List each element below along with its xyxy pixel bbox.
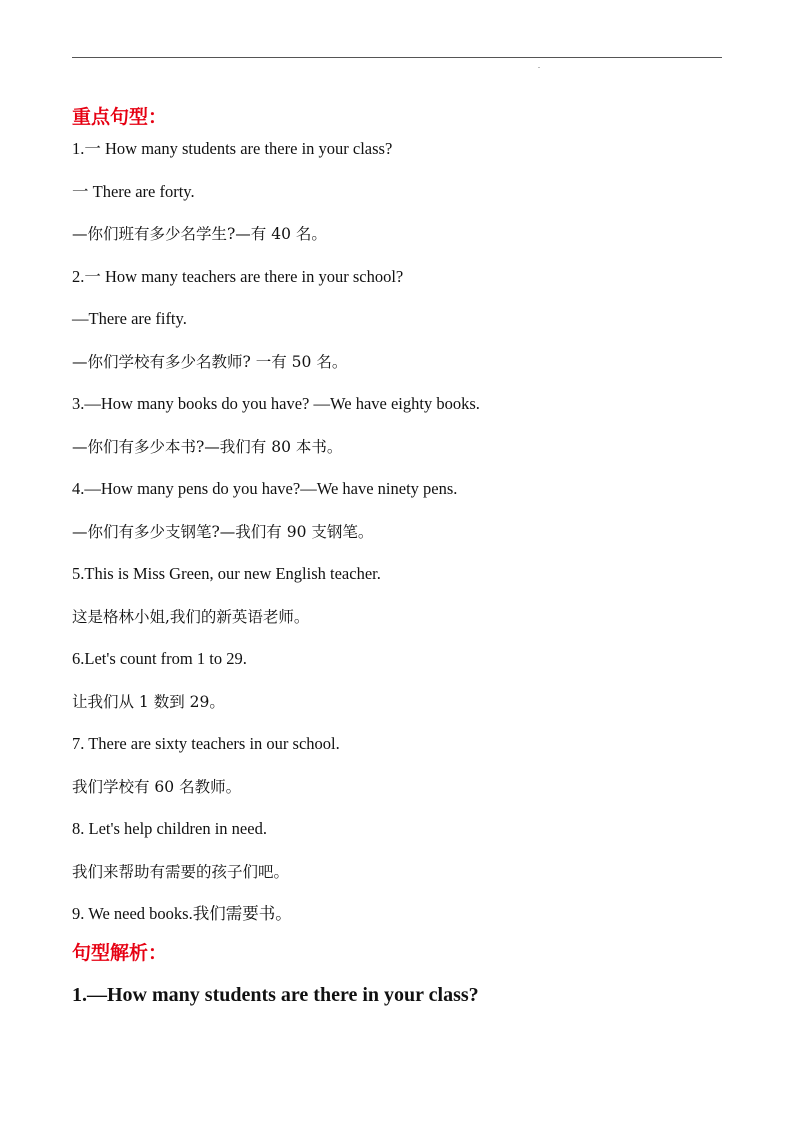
header-dot: [538, 67, 540, 68]
sentence-line: 5.This is Miss Green, our new English teacher.: [72, 564, 381, 583]
section-heading-key-sentences: 重点句型：: [72, 106, 168, 128]
sentence-line: 3.—How many books do you have? —We have eighty books.: [72, 394, 480, 413]
sentence-line: —There are fifty.: [72, 309, 187, 328]
translation-line: —你们班有多少名学生?—有 40 名。: [72, 225, 327, 243]
sentence-line: 6.Let's count from 1 to 29.: [72, 649, 247, 668]
content: [72, 100, 722, 1010]
translation-line: —你们有多少本书?—我们有 80 本书。: [72, 437, 343, 456]
header-rule: [72, 57, 722, 58]
translation-line: 我们来帮助有需要的孩子们吧。: [72, 862, 290, 881]
translation-line: —你们学校有多少名教师? 一有 50 名。: [72, 352, 348, 371]
sentence-line: 8. Let's help children in need.: [72, 819, 267, 838]
translation-line: 让我们从 1 数到 29。: [72, 692, 225, 711]
sentence-line: 一 There are forty.: [72, 181, 195, 201]
section-heading-sentence-analysis: 句型解析：: [72, 941, 168, 964]
sentence-line: 9. We need books.我们需要书。: [72, 904, 292, 923]
translation-line: 我们学校有 60 名教师。: [72, 777, 242, 796]
translation-line: —你们有多少支钢笔?—我们有 90 支钢笔。: [72, 522, 374, 541]
translation-line: 这是格林小姐,我们的新英语老师。: [72, 607, 310, 626]
analysis-question-title: 1.—How many students are there in your class?: [72, 983, 479, 1006]
sentence-line: 2.一 How many teachers are there in your school?: [72, 266, 404, 286]
sentence-line: 4.—How many pens do you have?—We have ninety pens.: [72, 479, 458, 498]
sentence-line: 1.一 How many students are there in your class?: [72, 139, 393, 158]
sentence-line: 7. There are sixty teachers in our school.: [72, 734, 340, 753]
